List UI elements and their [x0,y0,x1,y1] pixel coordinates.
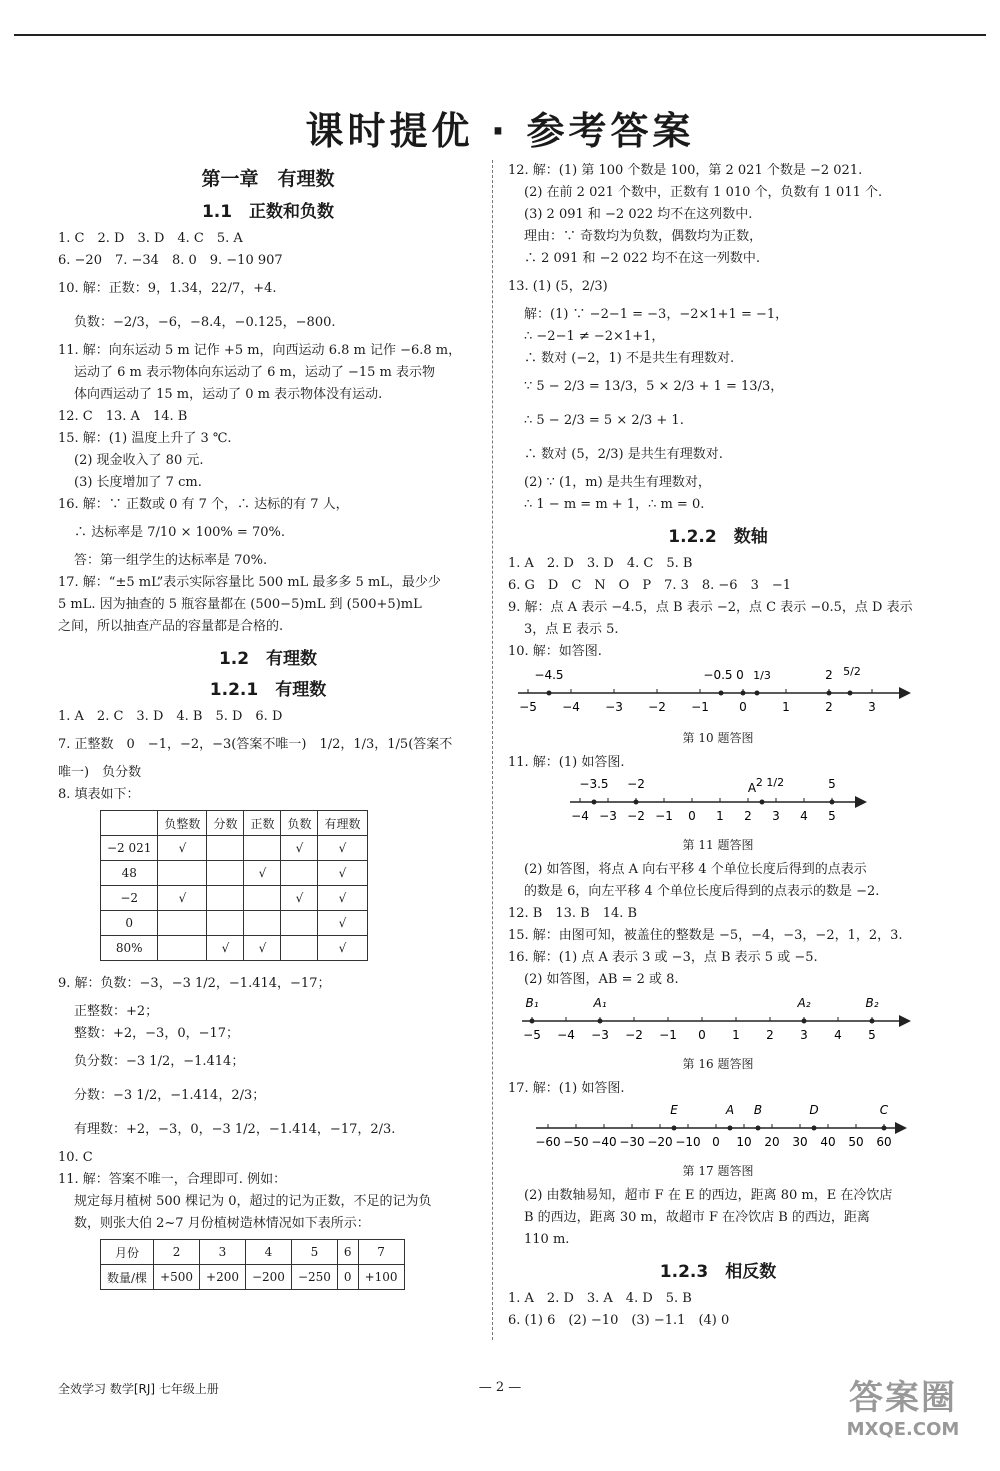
answer-line: 解：(1) ∵ −2−1 = −3，−2×1+1 = −1， [524,307,789,322]
point-label: 2 [825,668,833,682]
point-label: A₁ [593,996,607,1010]
answer-line: 12. B 13. B 14. B [508,906,638,921]
watermark-text: 答案圈 [849,1378,957,1418]
figure-caption: 第 11 题答图 [682,838,754,852]
number-line-figure-10 [508,663,928,725]
answer-line: (2) ∵ (1，m) 是共生有理数对， [524,475,711,490]
answer-line: 6. −20 7. −34 8. 0 9. −10 907 [58,253,283,268]
answer-line: 1. A 2. D 3. A 4. D 5. B [508,1291,692,1306]
table-cell: 5 [291,1240,337,1265]
right-column [508,160,928,1332]
tick-label: 3 [772,809,780,823]
answer-line: 正整数：+2； [74,1004,159,1019]
answer-line: 9. 解：负数：−3，−3 1/2，−1.414，−17； [58,976,331,991]
answer-line: 16. 解：(1) 点 A 表示 3 或 −3，点 B 表示 5 或 −5. [508,950,818,965]
table-cell: −250 [291,1265,337,1290]
table-cell: 正数 [244,811,281,836]
answer-line: (2) 如答图，AB = 2 或 8. [524,972,679,987]
table-cell: √ [244,936,281,961]
tick-label: 4 [800,809,808,823]
answers-block-f [508,1185,928,1251]
table-cell: 月份 [101,1240,154,1265]
table-cell [207,886,244,911]
number-line-figure-11 [508,774,928,832]
answer-line: 11. 解：答案不唯一，合理即可. 例如： [58,1172,287,1187]
tick-label: −1 [655,809,673,823]
tick-label: 10 [736,1135,752,1149]
table-cell [101,811,158,836]
table-cell: 80% [101,936,158,961]
answer-line: 有理数：+2，−3，0，−3 1/2，−1.414，−17，2/3. [74,1122,396,1137]
section-heading-1-2-1: 1.2.1 有理数 [209,680,327,700]
column-divider [492,160,493,1340]
answer-line: 7. 正整数 0 −1，−2，−3(答案不唯一) 1/2，1/3，1/5(答案不 [58,737,453,752]
table-cell [207,911,244,936]
tick-label: −50 [563,1135,589,1149]
answer-line: 110 m. [524,1232,570,1247]
tick-label: −3 [591,1028,609,1042]
answer-line: 分数：−3 1/2，−1.414，2/3； [74,1088,266,1103]
tick-label: 1 [782,700,790,714]
tick-label: −20 [647,1135,673,1149]
table-cell: √ [244,861,281,886]
answer-line: 数，则张大伯 2~7 月份植树造林情况如下表所示： [74,1216,370,1231]
tick-label: 5 [868,1028,876,1042]
answer-line: (2) 如答图，将点 A 向右平移 4 个单位长度后得到的点表示 [524,862,867,877]
answer-line: 1. A 2. D 3. D 4. C 5. B [508,556,693,571]
answer-line: 10. 解：如答图. [508,644,602,659]
tick-label: −3 [605,700,623,714]
tick-label: −30 [619,1135,645,1149]
table-cell: √ [318,836,367,861]
table-row [101,911,368,936]
tick-label: 4 [834,1028,842,1042]
point-label: A [725,1103,735,1117]
answers-1-1 [58,228,478,638]
table-cell [207,836,244,861]
answer-line: 整数：+2，−3，0，−17； [74,1026,240,1041]
book-footer: 全效学习 数学[RJ] 七年级上册 [58,1382,219,1396]
table-cell: +500 [154,1265,200,1290]
answer-line: ∴ 达标率是 7/10 × 100% = 70%. [74,525,285,540]
answers-block-b [508,553,928,663]
tick-label: 3 [800,1028,808,1042]
answer-line: 10. 解：正数：9，1.34，22/7，+4. [58,281,277,296]
table-cell: −2 [101,886,158,911]
table-cell: √ [318,936,367,961]
point-label: 5 [828,777,836,791]
table-cell: √ [158,886,207,911]
answer-line: 8. 填表如下： [58,787,140,802]
table-row [101,836,368,861]
tick-label: 0 [688,809,696,823]
tick-label: 30 [792,1135,808,1149]
answer-line: 15. 解：由图可知，被盖住的整数是 −5，−4，−3，−2，1，2，3. [508,928,903,943]
table-cell: 7 [358,1240,404,1265]
tick-label: 2 [744,809,752,823]
table-cell [244,886,281,911]
tick-label: −4 [562,700,580,714]
table-cell: √ [318,911,367,936]
table-cell [207,861,244,886]
tick-label: 0 [712,1135,720,1149]
table-cell [158,911,207,936]
answer-line: 12. 解：(1) 第 100 个数是 100，第 2 021 个数是 −2 021. [508,163,863,178]
tick-label: 5 [828,809,836,823]
answer-line: 13. (1) (5，2/3) [508,279,608,294]
answer-line: 运动了 6 m 表示物体向东运动了 6 m，运动了 −15 m 表示物 [74,365,436,380]
table-cell: 分数 [207,811,244,836]
tick-label: 40 [820,1135,836,1149]
point-label: E [670,1103,678,1117]
tick-label: −2 [625,1028,643,1042]
section-heading-1-2-2: 1.2.2 数轴 [668,527,768,547]
table-header-row [101,811,368,836]
table-cell: 有理数 [318,811,367,836]
answer-line: 的数是 6，向左平移 4 个单位长度后得到的点表示的数是 −2. [524,884,880,899]
answer-line: 体向西运动了 15 m，运动了 0 m 表示物体没有运动. [74,387,383,402]
answers-block-a [508,160,928,516]
table-cell: 0 [337,1265,358,1290]
answer-line: 9. 解：点 A 表示 −4.5，点 B 表示 −2，点 C 表示 −0.5，点 D 表示 [508,600,913,615]
number-line-figure-16 [508,991,928,1051]
answer-line: ∴ 5 − 2/3 = 5 × 2/3 + 1. [524,413,684,428]
table-cell: 4 [245,1240,291,1265]
tick-label: 0 [739,700,747,714]
answer-line: ∴ 2 091 和 −2 022 均不在这一列数中. [524,251,760,266]
tick-label: −2 [648,700,666,714]
tick-label: −4 [557,1028,575,1042]
tick-label: −4 [571,809,589,823]
answer-line: (3) 2 091 和 −2 022 均不在这列数中. [524,207,753,222]
tick-label: −10 [675,1135,701,1149]
number-line-figure-17 [508,1100,928,1158]
answer-line: 理由：∵ 奇数均为负数，偶数均为正数， [524,229,763,244]
point-label: 2 1/2 [755,776,785,789]
tick-label: −5 [523,1028,541,1042]
left-column [58,160,478,1296]
answer-line: 11. 解：向东运动 5 m 记作 +5 m，向西运动 6.8 m 记作 −6.8 m， [58,343,462,358]
answer-line: ∴ 数对 (−2，1) 不是共生有理数对. [524,351,735,366]
answers-block-d [508,859,928,991]
answer-line: 负分数：−3 1/2，−1.414； [74,1054,245,1069]
answer-line: 5 mL. 因为抽查的 5 瓶容量都在 (500−5)mL 到 (500+5)mL [58,597,422,612]
table-cell: 负整数 [158,811,207,836]
answer-line: 规定每月植树 500 棵记为 0，超过的记为正数，不足的记为负 [74,1194,432,1209]
table-row [101,886,368,911]
table-cell [244,911,281,936]
tick-label: 2 [766,1028,774,1042]
answer-line: 17. 解：(1) 如答图. [508,1081,625,1096]
tick-label: 1 [732,1028,740,1042]
table-cell [244,836,281,861]
table-row [101,1265,405,1290]
answer-line: 之间，所以抽查产品的容量都是合格的. [58,619,284,634]
point-label: 5/2 [843,665,861,678]
table-cell: +100 [358,1265,404,1290]
classification-table [100,810,368,961]
point-label: B₁ [525,996,539,1010]
point-label: −3.5 [579,777,609,791]
answer-line: 答：第一组学生的达标率是 70%. [74,553,268,568]
table-cell [281,911,318,936]
answer-line: 12. C 13. A 14. B [58,409,188,424]
section-heading-1-2-3: 1.2.3 相反数 [659,1262,777,1282]
figure-caption: 第 10 题答图 [682,731,754,745]
answer-line: 16. 解：∵ 正数或 0 有 7 个，∴ 达标的有 7 人， [58,497,349,512]
tick-label: 50 [848,1135,864,1149]
point-label: B₂ [865,996,879,1010]
figure-caption: 第 17 题答图 [682,1164,754,1178]
answer-line: (2) 现金收入了 80 元. [74,453,204,468]
point-label: D [809,1103,819,1117]
point-label: C [879,1103,889,1117]
chapter-heading: 第一章 有理数 [201,168,335,190]
table-cell: 3 [200,1240,246,1265]
tick-label: −1 [659,1028,677,1042]
table-cell: 6 [337,1240,358,1265]
tick-label: 3 [868,700,876,714]
table-cell: 0 [101,911,158,936]
answer-line: 11. 解：(1) 如答图. [508,755,625,770]
answer-line: (2) 在前 2 021 个数中，正数有 1 010 个，负数有 1 011 个. [524,185,883,200]
table-cell: √ [318,886,367,911]
tick-label: −3 [599,809,617,823]
table-row [101,861,368,886]
table-cell: 数量/棵 [101,1265,154,1290]
table-cell [281,861,318,886]
table-cell: −200 [245,1265,291,1290]
point-label: B [753,1103,763,1117]
top-rule [14,34,986,36]
tick-label: 0 [698,1028,706,1042]
table-cell: 负数 [281,811,318,836]
answers-1-2-1 [58,706,478,806]
planting-table [100,1239,405,1290]
table-cell: √ [281,836,318,861]
section-heading-1-2: 1.2 有理数 [218,649,318,669]
watermark-logo [828,1370,978,1440]
point-label: A [747,781,757,795]
table-cell: √ [281,886,318,911]
page-title: 课时提优 · 参考答案 [305,109,695,153]
answer-line: 10. C [58,1150,93,1165]
table-cell: √ [158,836,207,861]
answers-1-2-1-cont [58,967,478,1235]
point-label: −2 [627,777,645,791]
figure-caption: 第 16 题答图 [682,1057,754,1071]
table-cell: √ [318,861,367,886]
answer-line: 1. C 2. D 3. D 4. C 5. A [58,231,243,246]
section-heading-1-1: 1.1 正数和负数 [201,202,335,222]
table-cell [158,936,207,961]
table-cell [281,936,318,961]
answer-line: B 的西边，距离 30 m，故超市 F 在冷饮店 B 的西边，距离 [524,1210,870,1225]
tick-label: −2 [627,809,645,823]
answer-line: (3) 长度增加了 7 cm. [74,475,202,490]
point-label: 1/3 [753,669,771,682]
table-row [101,936,368,961]
table-cell: +200 [200,1265,246,1290]
table-cell: 2 [154,1240,200,1265]
page-number: — 2 — [478,1380,522,1395]
tick-label: −60 [535,1135,561,1149]
tick-label: −5 [519,700,537,714]
answer-line: ∵ 5 − 2/3 = 13/3，5 × 2/3 + 1 = 13/3， [524,379,784,394]
tick-label: 1 [716,809,724,823]
watermark-url: MXQE.COM [846,1419,960,1440]
point-label: −0.5 [703,668,733,682]
point-label: −4.5 [534,668,564,682]
answer-line: 6. (1) 6 (2) −10 (3) −1.1 (4) 0 [508,1313,730,1328]
tick-label: −40 [591,1135,617,1149]
tick-label: 20 [764,1135,780,1149]
answer-line: 3，点 E 表示 5. [524,622,619,637]
answer-line: 15. 解：(1) 温度上升了 3 ℃. [58,431,232,446]
tick-label: 60 [876,1135,892,1149]
answer-line: ∴ 1 − m = m + 1，∴ m = 0. [524,497,705,512]
answer-line: 17. 解：“±5 mL”表示实际容量比 500 mL 最多多 5 mL，最少少 [58,575,441,590]
table-cell [158,861,207,886]
answer-line: 唯一) 负分数 [58,765,142,780]
answer-line: (2) 由数轴易知，超市 F 在 E 的西边，距离 80 m，E 在冷饮店 [524,1188,893,1203]
answer-line: 负数：−2/3，−6，−8.4，−0.125，−800. [74,315,336,330]
answer-line: ∴ −2−1 ≠ −2×1+1， [524,329,665,344]
table-header-row [101,1240,405,1265]
answers-block-g [508,1288,928,1332]
point-label: A₂ [797,996,811,1010]
answer-line: 6. G D C N O P 7. 3 8. −6 3 −1 [508,578,792,593]
table-cell: √ [207,936,244,961]
tick-label: 2 [825,700,833,714]
answer-line: ∴ 数对 (5，2/3) 是共生有理数对. [524,447,723,462]
answer-line: 1. A 2. C 3. D 4. B 5. D 6. D [58,709,283,724]
point-label: 0 [736,668,744,682]
tick-label: −1 [691,700,709,714]
table-cell: −2 021 [101,836,158,861]
table-cell: 48 [101,861,158,886]
